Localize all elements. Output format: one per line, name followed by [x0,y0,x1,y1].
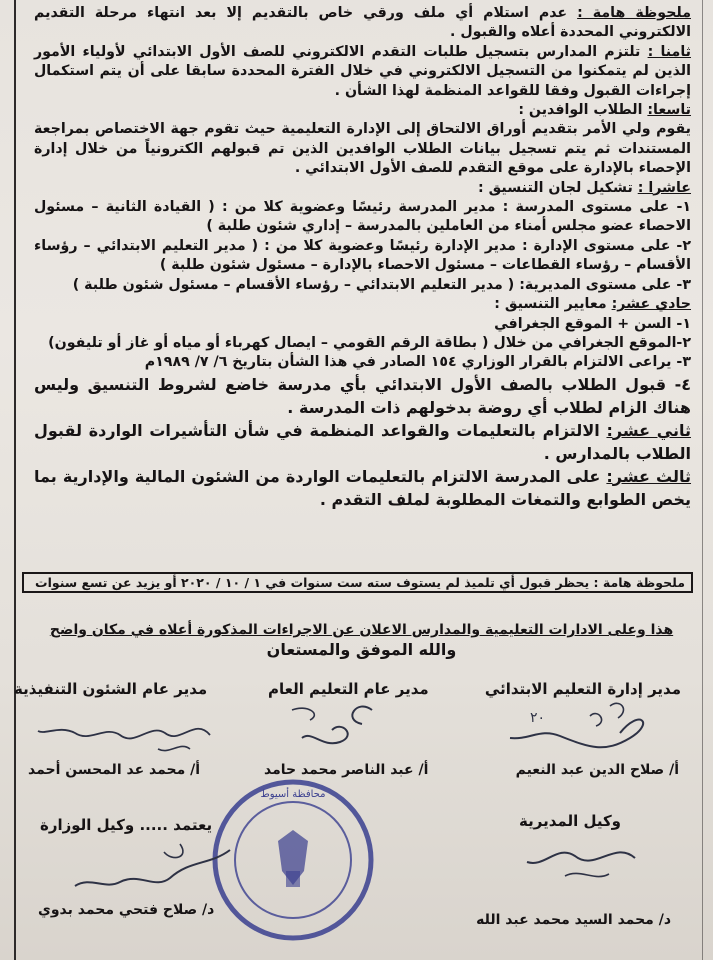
paragraph-eighth: ثامنا : تلتزم المدارس بتسجيل طلبات التقدم الالكتروني للصف الأول الابتدائي لأولياء الأمور الذين لم يتمكنوا من التسجيل الالكتروني في خلال الفترة المحددة سابقا على أن يتم استكمال إجراءات القبول وفقا للقواعد المنظمة لهذا الشأن . [34,43,691,99]
signature-title-deputy-directorate: وكيل المديرية [519,812,621,830]
signature-mark-deputy-directorate [505,828,655,888]
signature-name-primary-director: أ/ صلاح الدين عبد النعيم [515,762,679,778]
criterion-2: ٢-الموقع الجغرافي من خلال ( بطاقة الرقم القومي – ايصال كهرباء أو مياه أو غاز أو تليفون) [48,334,691,351]
paragraph-ninth-body: يقوم ولي الأمر بتقديم أوراق الالتحاق إلى الإدارة التعليمية حيث تقوم جهة الاختصاص بمراجعة المستندات ثم يتم تسجيل بيانات الطلاب الوافدين الذين تم قبولهم الكترونياً من خلال إدارة الإحصاء بالإدارة على موقع التقدم للصف الأول الابتدائي . [34,121,691,177]
signature-name-general-education: أ/ عبد الناصر محمد حامد [264,762,429,778]
paragraph-important-note: ملحوظة هامة : عدم استلام أي ملف ورقي خاص بالتقديم إلا بعد انتهاء مرحلة التقديم الالكتروني المحددة أعلاه والقبول . [34,5,691,41]
signature-mark-deputy-ministry [60,830,240,900]
paragraph-thirteenth: ثالث عشر: على المدرسة الالتزام بالتعليمات الواردة من الشئون المالية والإدارية بما يخص الطوابع والتمغات المطلوبة لملف التقدم . [34,466,692,509]
signature-title-executive-affairs: مدير عام الشئون التنفيذية [14,680,208,698]
closing-block [40,622,683,659]
closing-phrase: والله الموفق والمستعان [266,640,457,659]
stamp-label: محافظة أسيوط [260,789,326,800]
paragraph-eleventh-heading: حادي عشر: معايير التنسيق : [494,296,691,313]
signature-title-primary-director: مدير إدارة التعليم الابتدائي [484,680,681,698]
signature-mark-general-education [262,690,412,756]
signature-date-primary-director: ٢٠ [530,710,546,726]
committee-directorate: ٣- على مستوى المديرية: ( مدير التعليم الابتدائي – رؤساء الأقسام – مسئول شئون طلبة ) [72,276,691,293]
boxed-age-note: ملحوظة هامة : يحظر قبول أي تلميذ لم يستوف سته ست سنوات في ١ / ١٠ / ٢٠٢٠ أو يزيد عن تسع سنوات [22,572,693,593]
signature-title-deputy-ministry: يعتمد ..... وكيل الوزارة [40,816,213,834]
criterion-1: ١- السن + الموقع الجغرافي [494,315,691,332]
signature-name-executive-affairs: أ/ محمد عد المحسن أحمد [28,762,201,778]
criterion-4: ٤- قبول الطلاب بالصف الأول الابتدائي بأي مدرسة خاضع لشروط التنسيق وليس هناك الزام لطلاب أي روضة بدخولهم ذات المدرسة . [34,374,691,417]
document-body [34,4,691,511]
paragraph-ninth-heading: تاسعا: الطلاب الوافدين : [518,102,691,119]
criterion-3: ٣- يراعى الالتزام بالقرار الوزاري ١٥٤ الصادر في هذا الشأن بتاريخ ٦/ ٧/ ١٩٨٩م [144,354,691,371]
paragraph-twelfth: ثاني عشر: الالتزام بالتعليمات والقواعد المنظمة في شأن التأشيرات الواردة لقبول الطلاب بالمدارس . [34,420,691,463]
committee-administration: ٢- على مستوى الإدارة : مدير الإدارة رئيسًا وعضوية كلا من : ( مدير التعليم الابتدائي – رؤساء الأقسام – رؤساء القطاعات – مسئول الاحصاء بالإدارة – مسئول شئون طلبة ) [34,237,691,274]
paragraph-tenth-heading: عاشرا : تشكيل لجان التنسيق : [478,179,691,196]
right-edge-line [702,0,703,960]
signature-name-deputy-directorate: د/ محمد السيد محمد عبد الله [476,912,671,928]
signature-mark-primary-director [470,688,670,758]
committee-school: ١- على مستوى المدرسة : مدير المدرسة رئيسًا وعضوية كلا من : ( القيادة الثانية – مسئول الاحصاء عضو مجلس أمناء من العاملين بالمدرسة – إداري شئون طلبة ) [34,199,691,235]
signature-name-deputy-ministry: د/ صلاح فتحي محمد بدوي [38,902,215,918]
signature-mark-executive-affairs [30,705,230,760]
left-margin-line [14,0,16,960]
announcement-line: هذا وعلى الادارات التعليمية والمدارس الاعلان عن الاجراءات المذكورة أعلاه في مكان واضح [49,622,674,638]
signature-title-general-education: مدير عام التعليم العام [268,680,429,698]
